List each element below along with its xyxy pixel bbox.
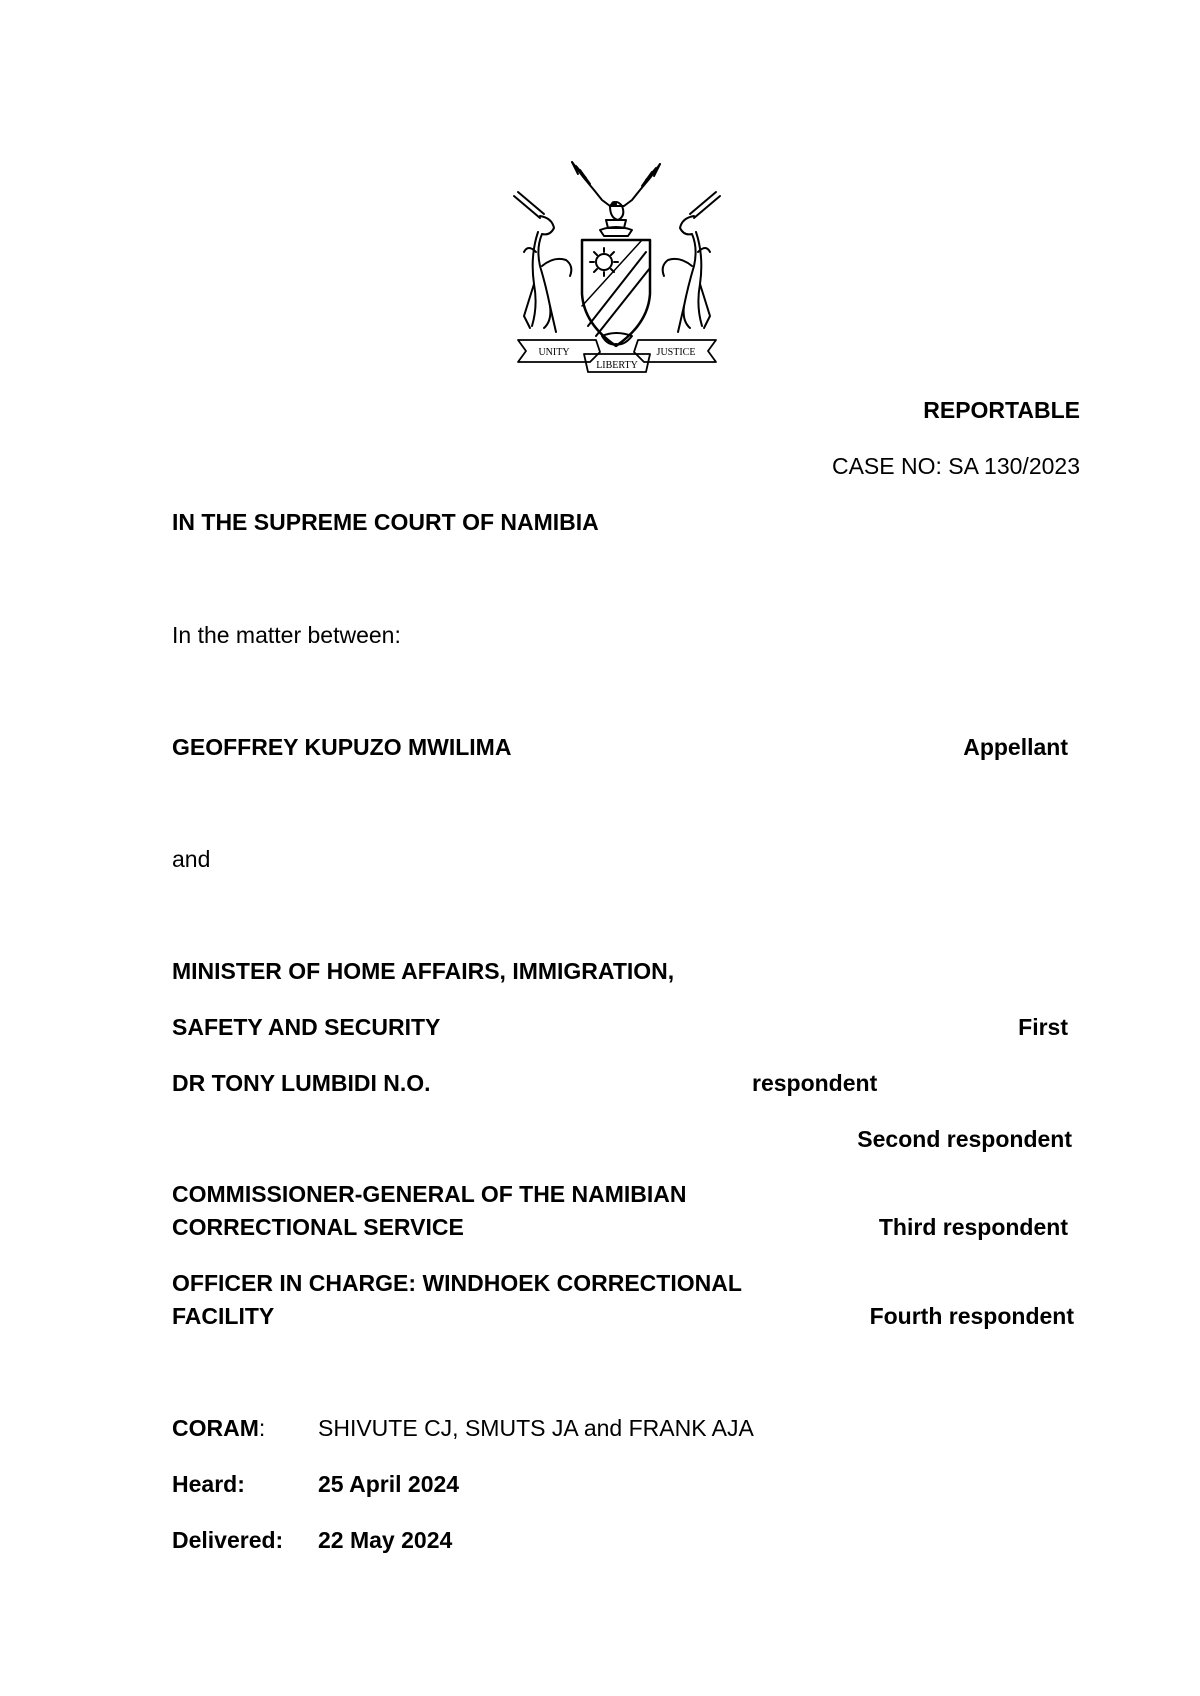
fourth-respondent-role: Fourth respondent — [869, 1303, 1074, 1329]
matter-intro: In the matter between: — [172, 622, 401, 648]
delivered-label: Delivered: — [172, 1527, 284, 1553]
third-respondent-name-line1: COMMISSIONER-GENERAL OF THE NAMIBIAN — [172, 1181, 687, 1207]
motto-right-text: JUSTICE — [656, 347, 696, 358]
heard-date: 25 April 2024 — [318, 1471, 460, 1497]
coram-label-group — [172, 1414, 265, 1442]
coram-value: SHIVUTE CJ, SMUTS JA and FRANK AJA — [318, 1415, 754, 1441]
second-respondent-name: DR TONY LUMBIDI N.O. — [172, 1070, 431, 1096]
third-respondent-role: Third respondent — [878, 1214, 1068, 1240]
third-respondent-name-line2: CORRECTIONAL SERVICE — [172, 1214, 464, 1240]
appellant-name: GEOFFREY KUPUZO MWILIMA — [172, 734, 512, 760]
heard-label: Heard: — [172, 1471, 245, 1497]
fourth-respondent-name-line2: FACILITY — [172, 1303, 275, 1329]
delivered-date: 22 May 2024 — [318, 1527, 453, 1553]
first-respondent-name-line2: SAFETY AND SECURITY — [172, 1014, 441, 1040]
case-number: CASE NO: SA 130/2023 — [831, 453, 1080, 479]
reportable-label: REPORTABLE — [923, 397, 1080, 423]
court-title: IN THE SUPREME COURT OF NAMIBIA — [172, 509, 599, 535]
motto-center-text: LIBERTY — [596, 360, 638, 371]
fourth-respondent-name-line1: OFFICER IN CHARGE: WINDHOEK CORRECTIONAL — [172, 1270, 742, 1296]
first-respondent-role-continued: respondent — [752, 1070, 878, 1096]
coram-label: CORAM — [172, 1415, 259, 1441]
motto-left-text: UNITY — [538, 347, 570, 358]
coat-of-arms-icon — [510, 156, 724, 384]
coram-colon: : — [258, 1415, 266, 1441]
first-respondent-role: First — [1018, 1014, 1068, 1040]
appellant-role: Appellant — [963, 734, 1068, 760]
conjunction-text: and — [172, 846, 211, 872]
first-respondent-name-line1: MINISTER OF HOME AFFAIRS, IMMIGRATION, — [172, 958, 675, 984]
second-respondent-role: Second respondent — [857, 1126, 1072, 1152]
